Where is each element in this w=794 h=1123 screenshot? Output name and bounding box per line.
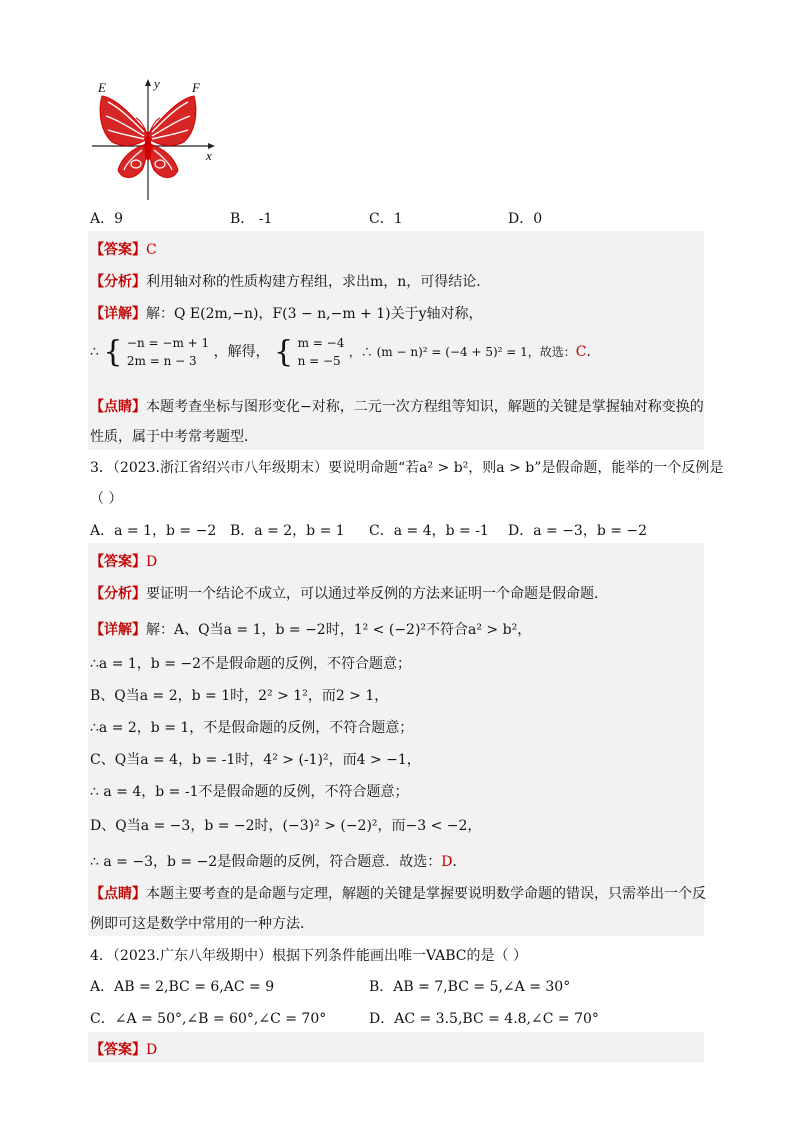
q3-option-b: B．a = 2，b = 1 [230,523,345,539]
butterfly-figure [88,76,228,206]
q4-option-d: D．AC = 3.5,BC = 4.8,∠C = 70° [369,1011,599,1027]
q3-detail-7: D、Q当a = −3，b = −2时，(−3)² > (−2)²，而−3 < −2， [90,818,482,834]
equation-system [127,334,209,370]
q2-detail-2 [90,334,601,370]
q3-detail-2: ∴a = 1，b = −2不是假命题的反例，不符合题意； [90,656,412,672]
q2-option-a: A．9 [90,211,124,227]
label-e: E [98,80,106,95]
left-brace: { [103,334,123,370]
answer-value: D [146,1042,158,1058]
y-axis-arrow [145,79,151,86]
detail-tag: 【详解】 [90,622,146,638]
q4-solution-band [88,1032,704,1062]
period: ． [586,344,601,360]
q4-option-a: A．AB = 2,BC = 6,AC = 9 [90,979,275,995]
solve-text: ，解得， [213,344,270,360]
left-brace-2: { [274,334,294,370]
label-f: F [192,80,200,95]
answer-value: C [146,242,157,258]
therefore-symbol: ∴ [90,344,99,360]
q2-detail-1 [90,303,483,323]
detail-text: 解：Q E(2m,−n)，F(3 − n,−m + 1)关于y轴对称， [146,306,483,322]
q3-detail-5: C、Q当a = 4，b = -1时，4² > (-1)²，而4 > −1， [90,752,421,768]
solution-system [298,334,345,370]
q3-analysis [90,583,608,603]
q4-option-b: B．AB = 7,BC = 5,∠A = 30° [369,979,571,995]
q4-option-c: C．∠A = 50°,∠B = 60°,∠C = 70° [90,1011,327,1027]
comment-text: 本题主要考查的是命题与定理，解题的关键是掌握要说明数学命题的错误，只需举出一个反 [146,886,706,902]
q3-comment-1 [90,883,706,903]
comment-tag: 【点睛】 [90,399,146,415]
comment-tag: 【点睛】 [90,886,146,902]
analysis-tag: 【分析】 [90,586,146,602]
q3-detail-6: ∴ a = 4，b = -1不是假命题的反例，不符合题意； [90,784,409,800]
answer-value: D [146,554,158,570]
q3-answer [90,551,157,571]
q2-option-d: D．0 [508,211,543,227]
q2-option-c: C．1 [369,211,403,227]
equation-1: −n = −m + 1 [126,336,210,350]
q3-stem-2: （ ） [90,491,123,507]
q4-stem: 4．（2023.广东八年级期中）根据下列条件能画出唯一VABC的是（ ） [90,948,527,964]
q2-comment-1 [90,396,704,416]
q3-option-c: C．a = 4，b = -1 [369,523,489,539]
q2-option-b: B． -1 [230,211,273,227]
q3-option-d: D．a = −3，b = −2 [508,523,648,539]
q3-detail-3: B、Q当a = 2，b = 1时，2² > 1²，而2 > 1， [90,688,389,704]
choice-value: D [441,854,453,870]
q3-detail-1 [90,619,531,639]
period: ． [452,854,467,870]
q3-detail-8 [90,851,466,871]
q2-comment-2: 性质，属于中考常考题型． [90,429,258,445]
detail-text: ∴ a = −3，b = −2是假命题的反例，符合题意．故选： [90,854,442,870]
analysis-tag: 【分析】 [90,274,146,290]
answer-tag: 【答案】 [90,554,146,570]
answer-tag: 【答案】 [90,242,146,258]
label-y: y [154,76,160,91]
answer-tag: 【答案】 [90,1042,146,1058]
result-text: ，∴ (m − n)² = (−4 + 5)² = 1，故选： [348,345,576,359]
q3-option-a: A．a = 1，b = −2 [90,523,217,539]
analysis-text: 利用轴对称的性质构建方程组，求出m，n，可得结论． [146,274,491,290]
q4-answer [90,1039,157,1059]
comment-text: 本题考查坐标与图形变化−对称，二元一次方程组等知识，解题的关键是掌握轴对称变换的 [146,399,704,415]
q2-answer [90,239,157,259]
detail-text: 解：A、Q当a = 1，b = −2时，1² < (−2)²不符合a² > b²， [146,622,532,638]
q2-analysis [90,271,490,291]
solution-1: m = −4 [297,336,345,350]
label-x: x [206,148,212,163]
q3-detail-4: ∴a = 2，b = 1，不是假命题的反例，不符合题意； [90,720,414,736]
solution-2: n = −5 [297,354,341,368]
choice-value: C [575,344,587,360]
analysis-text: 要证明一个结论不成立，可以通过举反例的方法来证明一个命题是假命题． [146,586,608,602]
equation-2: 2m = n − 3 [126,354,197,368]
detail-tag: 【详解】 [90,306,146,322]
q3-comment-2: 例即可这是数学中常用的一种方法． [90,916,314,932]
q3-stem-1: 3．（2023.浙江省绍兴市八年级期末）要说明命题“若a² > b²，则a > b”是假命题，能举的一个反例是 [90,460,724,476]
